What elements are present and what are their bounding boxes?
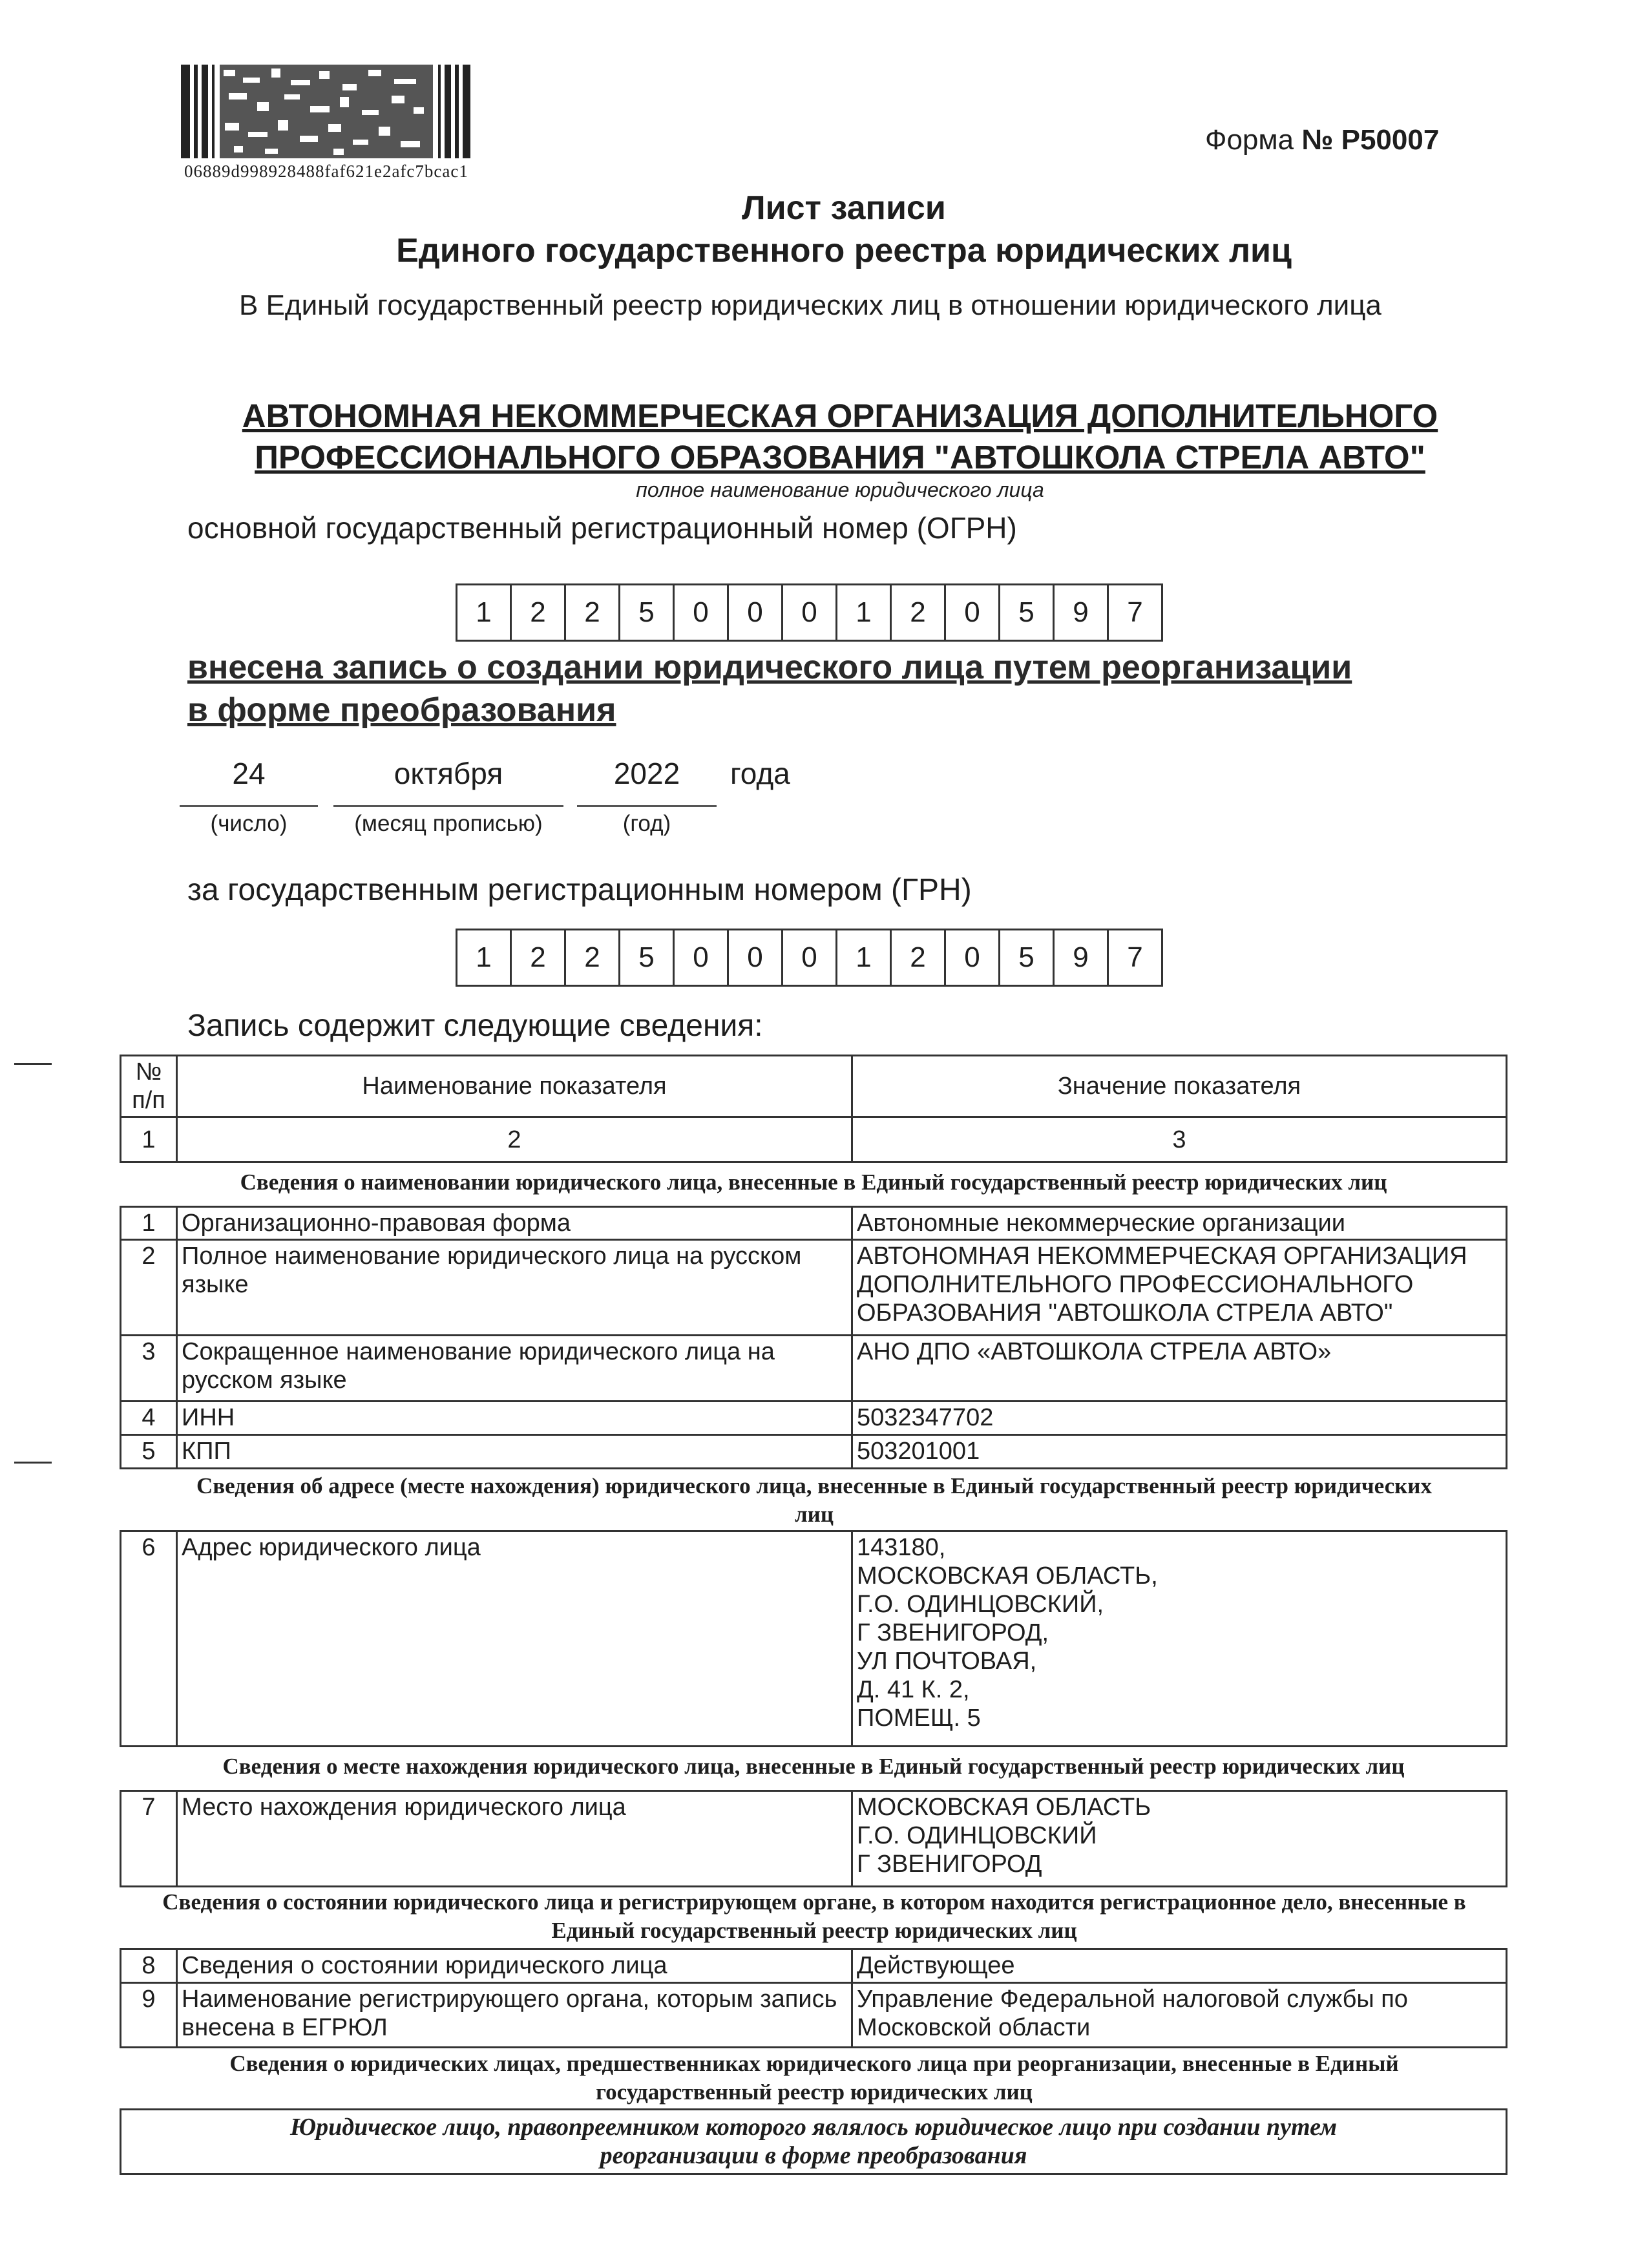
date-year-line xyxy=(577,805,717,807)
row-value xyxy=(852,1531,1507,1747)
row-name: Место нахождения юридического лица xyxy=(177,1791,852,1887)
grn-digit: 1 xyxy=(835,929,892,987)
table-name-section xyxy=(120,1206,1507,1469)
date-day: 24 xyxy=(232,757,266,790)
ogrn-digit: 0 xyxy=(781,583,837,642)
entry-line2: в форме преобразования xyxy=(187,691,616,729)
section-heading: Сведения о юридических лицах, предшественниках юридического лица при реорганизации, внесенные в Единый государственный реестр юридических лиц xyxy=(229,2051,1399,2105)
row-value: АНО ДПО «АВТОШКОЛА СТРЕЛА АВТО» xyxy=(852,1336,1507,1402)
address-line: Г.О. ОДИНЦОВСКИЙ, xyxy=(857,1591,1104,1618)
grn-digit: 9 xyxy=(1053,929,1109,987)
grn-digits xyxy=(457,929,1163,987)
table-row xyxy=(121,1207,1507,1240)
entry-statement xyxy=(187,646,1518,731)
section-heading: Сведения об адресе (месте нахождения) юридического лица, внесенные в Единый государственный реестр юридических лиц xyxy=(196,1473,1432,1527)
row-value: Действующее xyxy=(852,1949,1507,1983)
date-year-caption: (год) xyxy=(622,811,671,836)
address-line: ПОМЕЩ. 5 xyxy=(857,1705,981,1732)
location-line: Г ЗВЕНИГОРОД xyxy=(857,1851,1042,1878)
row-num: 7 xyxy=(121,1791,177,1887)
grn-digit: 5 xyxy=(618,929,675,987)
grn-digit: 0 xyxy=(727,929,783,987)
successor-note: Юридическое лицо, правопреемником которого являлось юридическое лицо при создании путем реорганизации в форме преобразования xyxy=(121,2110,1507,2174)
col-value-index: 3 xyxy=(852,1117,1507,1162)
address-line: 143180, xyxy=(857,1534,946,1561)
grn-digit: 1 xyxy=(456,929,512,987)
table-row xyxy=(121,1949,1507,1983)
grn-digit: 0 xyxy=(781,929,837,987)
ogrn-digit: 5 xyxy=(998,583,1055,642)
date-year: 2022 xyxy=(613,757,680,790)
org-full-name xyxy=(162,395,1518,478)
section-heading: Сведения о месте нахождения юридического лица, внесенные в Единый государственный реестр юридических лиц xyxy=(222,1754,1405,1779)
grn-digit: 2 xyxy=(510,929,566,987)
address-line: Г ЗВЕНИГОРОД, xyxy=(857,1619,1049,1646)
ogrn-digit: 0 xyxy=(673,583,729,642)
ogrn-digit: 2 xyxy=(510,583,566,642)
record-label: Запись содержит следующие сведения: xyxy=(187,1009,763,1043)
table-row xyxy=(121,1983,1507,2048)
grn-digit: 5 xyxy=(998,929,1055,987)
row-value: 5032347702 xyxy=(852,1402,1507,1435)
org-name-line2: ПРОФЕССИОНАЛЬНОГО ОБРАЗОВАНИЯ "АВТОШКОЛА СТРЕЛА АВТО" xyxy=(255,439,1425,476)
col-name-header: Наименование показателя xyxy=(177,1056,852,1117)
location-line: МОСКОВСКАЯ ОБЛАСТЬ xyxy=(857,1794,1151,1821)
row-name: Наименование регистрирующего органа, которым запись внесена в ЕГРЮЛ xyxy=(177,1983,852,2048)
table-row xyxy=(121,1336,1507,1402)
row-num: 6 xyxy=(121,1531,177,1747)
ogrn-digit: 2 xyxy=(890,583,946,642)
row-num: 3 xyxy=(121,1336,177,1402)
form-number xyxy=(1205,124,1439,156)
row-name: Организационно-правовая форма xyxy=(177,1207,852,1240)
date-month-caption: (месяц прописью) xyxy=(354,811,543,836)
table-row xyxy=(121,2110,1507,2174)
grn-digit: 0 xyxy=(673,929,729,987)
ogrn-digit: 1 xyxy=(456,583,512,642)
ogrn-digit: 5 xyxy=(618,583,675,642)
date-month-line xyxy=(333,805,563,807)
grn-digit: 0 xyxy=(944,929,1000,987)
address-line: Д. 41 К. 2, xyxy=(857,1676,970,1703)
date-day-line xyxy=(180,805,318,807)
form-label: Форма xyxy=(1205,124,1302,156)
row-name: ИНН xyxy=(177,1402,852,1435)
table-predecessor-section xyxy=(120,2108,1507,2175)
scan-mark xyxy=(14,1462,52,1464)
row-value xyxy=(852,1791,1507,1887)
ogrn-digits xyxy=(457,583,1163,642)
row-num: 1 xyxy=(121,1207,177,1240)
row-num: 5 xyxy=(121,1435,177,1469)
col-num-index: 1 xyxy=(121,1117,177,1162)
grn-digit: 2 xyxy=(564,929,620,987)
table-row xyxy=(121,1791,1507,1887)
row-name: Адрес юридического лица xyxy=(177,1531,852,1747)
row-num: 4 xyxy=(121,1402,177,1435)
row-num: 2 xyxy=(121,1240,177,1336)
ogrn-digit: 9 xyxy=(1053,583,1109,642)
grn-label: за государственным регистрационным номером (ГРН) xyxy=(187,873,972,907)
ogrn-digit: 1 xyxy=(835,583,892,642)
address-line: УЛ ПОЧТОВАЯ, xyxy=(857,1648,1037,1675)
row-value: Автономные некоммерческие организации xyxy=(852,1207,1507,1240)
col-name-index: 2 xyxy=(177,1117,852,1162)
grn-digit: 7 xyxy=(1107,929,1163,987)
row-name: КПП xyxy=(177,1435,852,1469)
scan-mark xyxy=(14,1063,52,1065)
col-value-header: Значение показателя xyxy=(852,1056,1507,1117)
table-status-section xyxy=(120,1948,1507,2048)
ogrn-digit: 0 xyxy=(727,583,783,642)
intro-text: В Единый государственный реестр юридических лиц в отношении юридического лица xyxy=(239,289,1381,321)
ogrn-digit: 0 xyxy=(944,583,1000,642)
row-num: 9 xyxy=(121,1983,177,2048)
row-value: Управление Федеральной налоговой службы по Московской области xyxy=(852,1983,1507,2048)
grn-digit: 2 xyxy=(890,929,946,987)
date-month: октября xyxy=(394,757,503,790)
col-num-header: № п/п xyxy=(121,1056,177,1117)
row-name: Сокращенное наименование юридического лица на русском языке xyxy=(177,1336,852,1402)
date-suffix: года xyxy=(730,757,790,790)
barcode xyxy=(181,65,472,158)
form-number-value: № Р50007 xyxy=(1301,124,1440,156)
location-line: Г.О. ОДИНЦОВСКИЙ xyxy=(857,1822,1097,1849)
entry-line1: внесена запись о создании юридического лица путем реорганизации xyxy=(187,649,1352,686)
page-title: Лист записи xyxy=(742,189,946,227)
table-address-section xyxy=(120,1530,1507,1747)
table-row xyxy=(121,1240,1507,1336)
table-row xyxy=(121,1435,1507,1469)
org-name-line1: АВТОНОМНАЯ НЕКОММЕРЧЕСКАЯ ОРГАНИЗАЦИЯ ДОПОЛНИТЕЛЬНОГО xyxy=(242,397,1438,434)
page-subtitle: Единого государственного реестра юридических лиц xyxy=(396,232,1292,269)
ogrn-digit: 2 xyxy=(564,583,620,642)
date-day-caption: (число) xyxy=(210,811,288,836)
ogrn-label: основной государственный регистрационный номер (ОГРН) xyxy=(187,511,1017,545)
table-header xyxy=(120,1055,1507,1163)
section-heading: Сведения о наименовании юридического лица, внесенные в Единый государственный реестр юридических лиц xyxy=(240,1170,1387,1195)
address-line: МОСКОВСКАЯ ОБЛАСТЬ, xyxy=(857,1562,1158,1590)
table-row xyxy=(121,1402,1507,1435)
table-location-section xyxy=(120,1790,1507,1887)
table-row xyxy=(121,1531,1507,1747)
row-value: 503201001 xyxy=(852,1435,1507,1469)
row-name: Полное наименование юридического лица на русском языке xyxy=(177,1240,852,1336)
section-heading: Сведения о состоянии юридического лица и регистрирующем органе, в котором находится регистрационное дело, внесенные в Единый государственный реестр юридических лиц xyxy=(162,1889,1466,1943)
row-num: 8 xyxy=(121,1949,177,1983)
barcode-text: 06889d998928488faf621e2afc7bcac1 xyxy=(184,162,468,181)
row-value: АВТОНОМНАЯ НЕКОММЕРЧЕСКАЯ ОРГАНИЗАЦИЯ ДОПОЛНИТЕЛЬНОГО ПРОФЕССИОНАЛЬНОГО ОБРАЗОВАНИЯ "АВТОШКОЛА СТРЕЛА АВТО" xyxy=(852,1240,1507,1336)
ogrn-digit: 7 xyxy=(1107,583,1163,642)
org-name-caption: полное наименование юридического лица xyxy=(636,478,1044,501)
row-name: Сведения о состоянии юридического лица xyxy=(177,1949,852,1983)
